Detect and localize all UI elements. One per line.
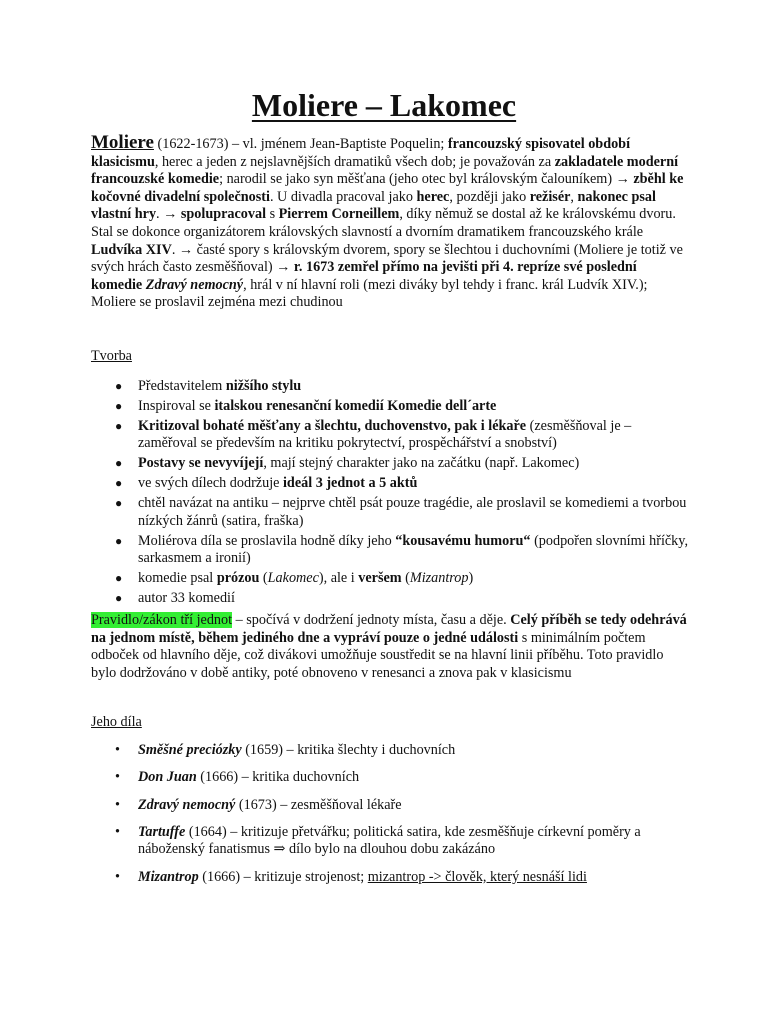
list-item	[91, 418, 691, 453]
work-title: Směšné preciózky	[138, 742, 242, 758]
item-text: (podpořen slovními hříčky, sarkasmem a ironií)	[138, 532, 688, 567]
intro-bold-italic: Zdravý nemocný	[145, 276, 244, 293]
intro-text: ,	[570, 188, 578, 205]
list-item	[91, 455, 691, 473]
bullet-icon: •	[115, 742, 120, 758]
item-bold: ideál 3 jednot a 5 aktů	[282, 475, 418, 492]
work-item	[91, 797, 691, 815]
section-heading-tvorba: Tvorba	[91, 348, 132, 364]
work-title: Mizantrop	[138, 868, 199, 885]
rule-paragraph	[91, 612, 691, 682]
work-title: Zdravý nemocný	[138, 796, 236, 813]
list-item	[91, 495, 691, 530]
intro-bold: zakladatele moderní francouzské komedie	[91, 153, 679, 188]
item-text: autor 33 komedií	[138, 589, 235, 606]
intro-text: , herec a jeden z nejslavnějších dramatiků všech dob; je považován za	[154, 153, 555, 170]
rule-text: – spočívá v dodržení jednoty místa, času a děje.	[232, 612, 511, 628]
intro-text: , později jako	[449, 188, 530, 205]
list-item	[91, 378, 691, 396]
intro-text: , hrál v ní hlavní roli (mezi diváky byl tehdy i franc. král Ludvík XIV.); Moliere se proslavil zejména mezi chudinou	[91, 276, 648, 311]
rule-bold: Celý příběh se tedy odehrává na jednom místě, během jediného dne a vypráví pouze o jedné události	[91, 612, 687, 646]
item-text: chtěl navázat na antiku – nejprve chtěl psát pouze tragédie, ale proslavil se komediemi a tvorbou nízkých žánrů (satira, fraška)	[138, 495, 687, 529]
works-list	[91, 742, 691, 896]
item-text: (zesměšňoval je – zaměřoval se především na kritiku pokrytectví, prospěchářství a snobství)	[138, 417, 632, 452]
intro-text: . →	[156, 206, 181, 223]
rule-text: s minimálním počtem odboček od hlavního děje, což divákovi umožňuje soustředit se na hlavní linii příběhu. Toto pravidlo bylo dodržováno v době antiky, poté obnoveno v renesanci a znova pak v klasicismu	[91, 629, 664, 681]
intro-text: . U divadla pracoval jako	[269, 188, 417, 205]
bullet-icon: ●	[115, 533, 123, 548]
item-text: komedie psal	[138, 570, 217, 587]
highlighted-term: Pravidlo/zákon tří jednot	[91, 612, 233, 628]
item-text: Představitelem	[138, 378, 226, 394]
bullet-icon: ●	[115, 590, 123, 605]
intro-text: , díky němuž se dostal až ke královskému dvoru. Stal se dokonce organizátorem královských slavností a dvorním dramatikem francouzského krále	[91, 206, 676, 240]
intro-bold: herec	[416, 188, 450, 205]
item-italic: Lakomec	[267, 570, 319, 587]
item-text: )	[468, 570, 474, 587]
bullet-icon: ●	[115, 496, 123, 511]
item-text: , mají stejný charakter jako na začátku (např. Lakomec)	[263, 455, 580, 472]
item-text: (	[401, 570, 410, 587]
bullet-icon: •	[115, 769, 120, 786]
item-bold: italskou renesanční komedií Komedie dell´arte	[214, 397, 497, 414]
intro-text: ; narodil se jako syn měšťana (jeho otec byl královským čalouníkem) →	[219, 171, 634, 188]
intro-bold: francouzský spisovatel období klasicismu	[91, 136, 631, 170]
intro-text: . → časté spory s královským dvorem, spory se šlechtou i duchovními (Moliere je totiž ve svých hrách často zesměšňoval) →	[91, 241, 683, 276]
bullet-icon: ●	[115, 398, 123, 413]
author-name: Moliere	[91, 132, 154, 153]
work-desc: (1666) – kritizuje strojenost;	[198, 868, 368, 885]
bullet-icon: ●	[115, 456, 123, 471]
work-item	[91, 869, 691, 887]
work-desc: (1659) – kritika šlechty i duchovních	[241, 742, 456, 758]
item-bold: veršem	[358, 570, 402, 587]
bullet-icon: ●	[115, 571, 123, 586]
bullet-icon: ●	[115, 476, 123, 491]
intro-bold: nakonec psal vlastní hry	[91, 188, 656, 223]
intro-bold: r. 1673 zemřel přímo na jevišti při 4. repríze své poslední komedie	[91, 259, 637, 293]
work-underlined: mizantrop -> člověk, který nesnáší lidi	[367, 868, 587, 885]
item-text: (	[259, 570, 268, 587]
intro-text: s	[266, 206, 279, 223]
tvorba-list	[91, 378, 691, 610]
work-item	[91, 742, 691, 760]
bullet-icon: •	[115, 796, 120, 813]
item-italic: Mizantrop	[409, 570, 469, 587]
bullet-icon: ●	[115, 379, 123, 393]
item-bold: prózou	[216, 570, 260, 587]
item-text: ve svých dílech dodržuje	[138, 475, 283, 492]
item-bold: nižšího stylu	[225, 378, 302, 394]
list-item	[91, 590, 691, 608]
intro-bold: režisér	[529, 188, 571, 205]
work-desc: (1673) – zesměšňoval lékaře	[235, 796, 402, 813]
intro-bold: Pierrem Corneillem	[278, 206, 400, 223]
item-bold: Postavy se nevyvíjejí	[138, 455, 264, 472]
work-desc: (1664) – kritizuje přetvářku; politická satira, kde zesměšňuje církevní poměry a náboženský fanatismus ⇒ dílo bylo na dlouhou dobu zakázáno	[138, 823, 641, 858]
bullet-icon: •	[115, 868, 120, 885]
work-title: Tartuffe	[138, 823, 186, 840]
intro-bold: zběhl ke kočovné divadelní společnosti	[91, 171, 684, 205]
page-title: Moliere – Lakomec	[251, 87, 517, 123]
list-item	[91, 475, 691, 493]
item-text: Inspiroval se	[138, 397, 215, 414]
intro-bold: Ludvíka XIV	[91, 241, 172, 258]
intro-bold: spolupracoval	[180, 206, 267, 223]
work-desc: (1666) – kritika duchovních	[196, 769, 360, 786]
list-item	[91, 533, 691, 568]
item-bold: Kritizoval bohaté měšťany a šlechtu, duchovenstvo, pak i lékaře	[138, 417, 527, 434]
list-item	[91, 398, 691, 416]
intro-text: (1622-1673) – vl. jménem Jean-Baptiste Poquelin;	[153, 136, 448, 152]
list-item	[91, 570, 691, 588]
work-item	[91, 769, 691, 787]
intro-paragraph	[91, 134, 691, 312]
work-title: Don Juan	[138, 769, 197, 786]
bullet-icon: •	[115, 823, 120, 840]
section-heading-dila: Jeho díla	[91, 714, 142, 730]
item-bold: “kousavému humoru“	[395, 532, 531, 549]
bullet-icon: ●	[115, 418, 123, 433]
work-item	[91, 824, 691, 859]
item-text: ), ale i	[318, 570, 359, 587]
item-text: Moliérova díla se proslavila hodně díky jeho	[138, 532, 396, 549]
